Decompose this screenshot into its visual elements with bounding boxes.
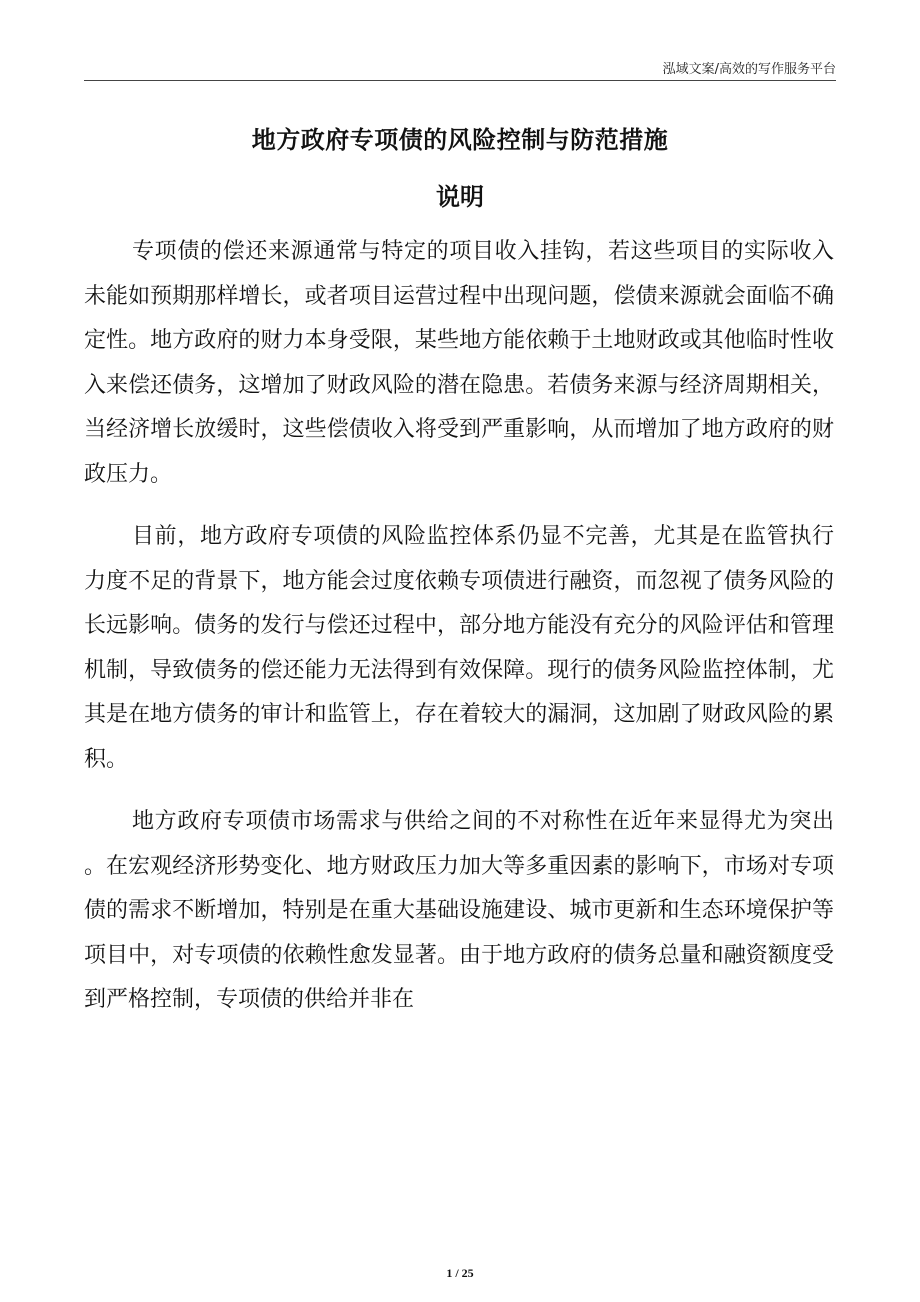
header-divider xyxy=(84,80,836,81)
section-heading: 说明 xyxy=(436,183,484,211)
body-paragraph: 专项债的偿还来源通常与特定的项目收入挂钩，若这些项目的实际收入未能如预期那样增长，或者项目运营过程中出现问题，偿债来源就会面临不确定性。地方政府的财力本身受限，某些地方能依赖于土地财政或其他临时性收入来偿还债务，这增加了财政风险的潜在隐患。若债务来源与经济周期相关，当经济增长放缓时，这些偿债收入将受到严重影响，从而增加了地方政府的财政压力。 xyxy=(84,239,834,487)
body-paragraph: 地方政府专项债市场需求与供给之间的不对称性在近年来显得尤为突出。在宏观经济形势变化、地方财政压力加大等多重因素的影响下，市场对专项债的需求不断增加，特别是在重大基础设施建设、城市更新和生态环境保护等项目中，对专项债的依赖性愈发显著。由于地方政府的债务总量和融资额度受到严格控制，专项债的供给并非在 xyxy=(84,809,834,1012)
document-body xyxy=(84,230,834,1041)
page-number: 1 / 25 xyxy=(446,1266,474,1280)
body-paragraph: 目前，地方政府专项债的风险监控体系仍显不完善，尤其是在监管执行力度不足的背景下，地方能会过度依赖专项债进行融资，而忽视了债务风险的长远影响。债务的发行与偿还过程中，部分地方能没有充分的风险评估和管理机制，导致债务的偿还能力无法得到有效保障。现行的债务风险监控体制，尤其是在地方债务的审计和监管上，存在着较大的漏洞，这加剧了财政风险的累积。 xyxy=(84,524,834,772)
header-site-label: 泓域文案/高效的写作服务平台 xyxy=(662,62,836,77)
document-title: 地方政府专项债的风险控制与防范措施 xyxy=(251,126,669,154)
